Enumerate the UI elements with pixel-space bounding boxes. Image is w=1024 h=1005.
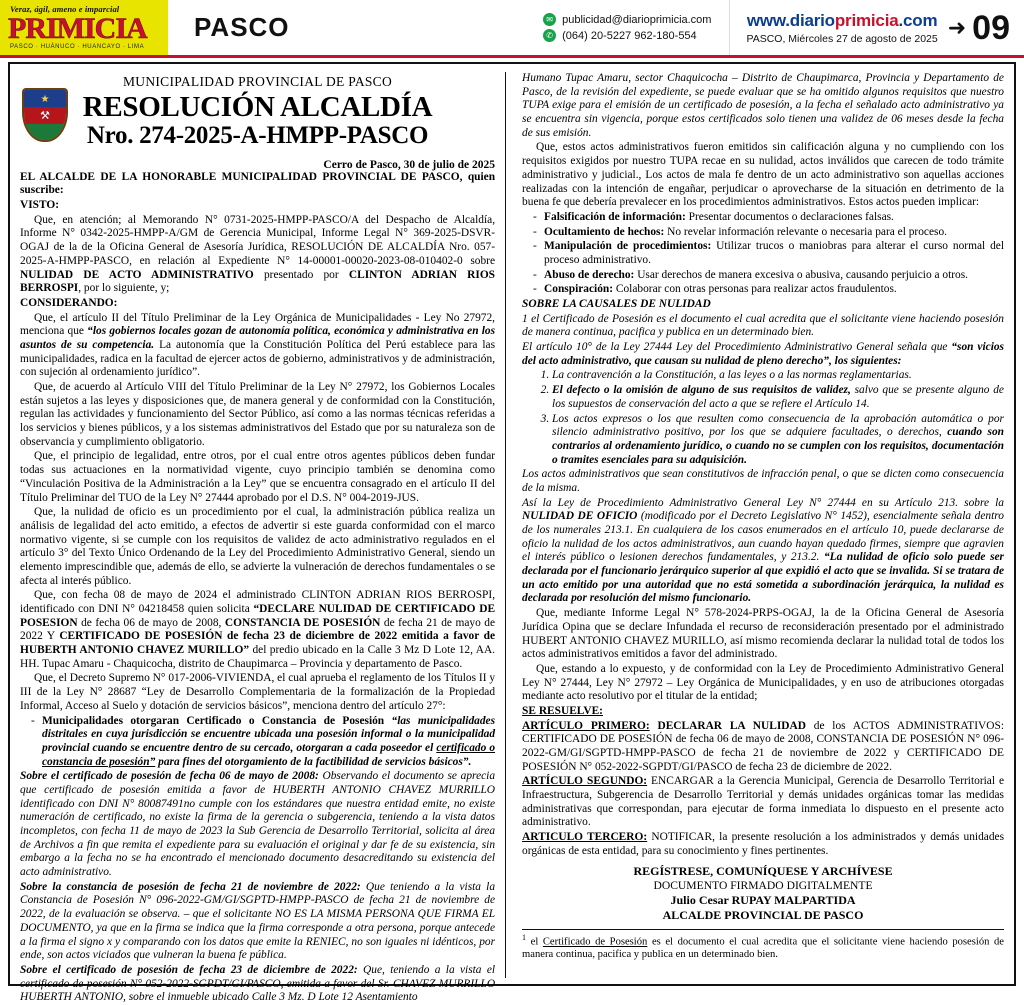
article-27-bullet-list (20, 715, 495, 770)
list-item (544, 211, 1004, 225)
document-number: Nro. 274-2025-A-HMPP-PASCO (86, 122, 429, 150)
right-p6: Que, estando a lo expuesto, y de conformidad con la Ley de Procedimiento Administrativo General Ley N° 27444, Ley N° 27972 – Ley Orgánica de Municipalidades, y en uso de atribuciones otorgadas mediante acto resolutivo por el titular de la entidad; (522, 662, 1004, 703)
signatory-name: Julio Cesar RUPAY MALPARTIDA (670, 892, 856, 907)
newspaper-logo (0, 0, 170, 55)
causales-p2-a: El artículo 10° de la Ley 27444 Ley del Procedimiento Administrativo General señala que (522, 341, 952, 354)
page-number: 09 (972, 8, 1010, 47)
p4-a: Así la Ley de Procedimiento Administrativo General Ley N° 27444 en su Artículo 213. sobre la (522, 496, 1004, 509)
bullet-text: Colaborar con otras personas para realizar actos fraudulentos. (613, 283, 897, 296)
phone-line (543, 29, 711, 42)
sub3-text: Que, teniendo a la vista el certificado de posesión N° 052-2022-SGPDT/GI/PASCO, emitida a favor del Sr. CHAVEZ MURRILLO HUBERTH ANTONIO, sobre el inmueble ubicado Calle 3 Mz. D Lote 12 Asentamiento (20, 963, 496, 1004)
list-item (552, 384, 1004, 411)
art1-a: DECLARAR LA NULIDAD (649, 719, 806, 732)
phone-text: (064) 20-5227 962-180-554 (562, 29, 697, 42)
visto-label: VISTO: (20, 199, 60, 212)
website-url-part1: www.diario (746, 10, 835, 30)
bullet-text: Usar derechos de manera excesiva o abusiva, causando perjuicio a otros. (634, 268, 969, 281)
list-item (544, 269, 1004, 283)
bullet-d: para fines del otorgamiento de la factibilidad de servicios básicos”. (155, 755, 472, 768)
footnote-c: es el documento el cual acredita que el solicitante viene haciendo posesión de manera continua, pacifica y publica en un determinado bien. (522, 936, 1005, 961)
right-p2: Que, estos actos administrativos fueron emitidos sin calificación alguna y no cumpliendo con los requisitos exigidos por nuestro TUPA recae en su nulidad, actos inválidos que carecen de todo trámite administrativo y judicial., Los actos de mala fe dentro de un acto administrativo son aquellas acciones realizadas con la intención de engañar, perjudicar o aprovecharse de la situación en detrimento de la buena fe que debería prevalecer en los procedimientos administrativos. Estos actos pueden implicar: (522, 141, 1004, 209)
p5-f: CERTIFICADO DE POSESIÓN de fecha 23 de diciembre de 2022 emitida a favor de HUBERTH ANTONIO CHAVEZ MURILLO” (20, 630, 496, 657)
p1-c: La autonomía que la Constitución Política del Perú establece para las municipalidades, radica en la facultad de ejercer actos de gobierno, administrativos y de administración, con sujeción al ordenamiento jurídico”. (20, 338, 496, 379)
visto-paragraph (20, 214, 495, 296)
p5-a: Que, con fecha 08 de mayo de 2024 el administrado CLINTON ADRIAN RIOS BERROSPI, identificado con DNI N° 04218458 quien solicita (20, 589, 496, 615)
signature-register-line: REGÍSTRESE, COMUNÍQUESE Y ARCHÍVESE (633, 863, 893, 878)
visto-text-b: NULIDAD DE ACTO ADMINISTRATIVO (20, 268, 254, 281)
list-item (544, 283, 1004, 297)
visto-text-c: presentado por (253, 268, 349, 281)
art3-label: ARTICULO TERCERO: (522, 831, 648, 844)
right-p3: Los actos administrativos que sean constitutivos de infracción penal, o que se dicten como consecuencia de la misma. (522, 468, 1004, 494)
resuelve-label: SE RESUELVE: (522, 704, 603, 717)
bullet-term: Abuso de derecho: (544, 268, 635, 281)
bullet-text: Presentar documentos o declaraciones falsas. (685, 210, 894, 223)
right-p4 (522, 497, 1004, 607)
arrow-right-icon: ➜ (947, 14, 967, 40)
p1-a: Que, el artículo II del Título Preliminar de la Ley Orgánica de Municipalidades - Ley No 27972, menciona que (20, 311, 496, 338)
sub1-text: Observando el documento se aprecia que certificado de posesión emitida a favor de HUBERTH ANTONIO CHAVEZ MURRILLO identificado con DNI N° 80087491no cumple con los estándares que nuestra entidad emite, no existe numeración de certificado, no existe la firma de la gerencia o subgerencia, teniendo a la vista datos incompletos, con fecha 11 de mayo de 2023 la Sub Gerencia de Desarrollo Territorial, solicita al área de Archivos a fin que remita el expediente para su evaluación el original y dar fe de su existencia, sin embargo a la fecha no se ha encontrado el mencionado documento desacreditando su existencia del acto administrativo. (20, 770, 496, 879)
visto-text-d: CLINTON ADRIAN RIOS BERROSPI (20, 268, 496, 295)
footnote (522, 929, 1004, 962)
logo-tagline: Veraz, ágil, ameno e imparcial (10, 3, 120, 14)
cause-text: Los actos expresos o los que resulten como consecuencia de la aprobación automática o por silencio administrativo positivo, por los que se adquiere facultades, o derechos, (552, 412, 1004, 439)
issue-date: PASCO, Miércoles 27 de agosto de 2025 (746, 32, 938, 45)
footnote-marker: 1 (522, 932, 527, 942)
sub2-title: Sobre la constancia de posesión de fecha 21 de noviembre de 2022: (20, 880, 361, 893)
cause-bold: cuando son contrarios al ordenamiento jurídico, o cuando no se cumplen con los requisitos, documentación o tramites esenciales para su adquisición. (552, 426, 1004, 466)
bullet-term: Manipulación de procedimientos: (544, 240, 712, 253)
intro-paragraph: EL ALCALDE DE LA HONORABLE MUNICIPALIDAD PROVINCIAL DE PASCO, quien suscribe: (20, 170, 496, 197)
cause-bold: El defecto o la omisión de alguno de sus requisitos de validez, (552, 384, 851, 397)
website-url-part2: primicia (834, 10, 899, 30)
contact-block (543, 0, 729, 55)
cause-text: salvo que se presente alguno de los supuestos de conservación del acto a que se refiere el Artículo 14. (552, 384, 1004, 410)
page-number-block (948, 0, 1024, 55)
p4-b: NULIDAD DE OFICIO (522, 510, 638, 523)
articulo-tercero (522, 831, 1004, 858)
signatory-title: ALCALDE PROVINCIAL DE PASCO (662, 907, 864, 922)
art2-label: ARTÍCULO SEGUNDO: (522, 775, 648, 788)
list-item (42, 715, 495, 770)
column-left (20, 72, 506, 1004)
list-item (544, 226, 1004, 240)
considerando-p3: Que, el principio de legalidad, entre otros, por el cual entre otros agentes públicos deben fundar todas sus actuaciones en la normatividad vigente, cuyo principio también se denomina como “Vinculación Positiva de la Administración a la Ley” que se encuentra consagrado en el artículo II del Título Preliminar del TUO de la Ley N° 27444 aprobado por el D.S. N° 004-2019-JUS. (20, 450, 496, 504)
causales-p2-b: “son vicios del acto administrativo, que causan su nulidad de pleno derecho”, los siguientes: (522, 341, 1004, 367)
bullet-text: No revelar información relevante o necesaria para el proceso. (664, 225, 948, 238)
sub-section-2 (20, 881, 495, 963)
sub-section-3 (20, 964, 495, 1005)
website-url[interactable] (747, 11, 938, 31)
entity-name: MUNICIPALIDAD PROVINCIAL DE PASCO (122, 74, 393, 89)
sub3-title: Sobre el certificado de posesión de fecha 23 de diciembre de 2022: (20, 963, 358, 976)
causales-p2 (522, 341, 1004, 368)
p5-e: de fecha 21 de mayo de 2022 Y (20, 616, 496, 643)
articulo-segundo (522, 775, 1004, 830)
list-item (544, 240, 1004, 267)
right-p5: Que, mediante Informe Legal N° 578-2024-PRPS-OGAJ, la de la Oficina General de Asesoría Jurídica Opina que se declare Infundada el recurso de reconsideración presentado por el administrado HUBERT ANTONIO CHAVEZ MURILLO, así mismo recomienda declarar la nulidad total de todos los actos administrativos emitidos a favor del administrado. (522, 607, 1004, 661)
art1-label: ARTÍCULO PRIMERO: (522, 719, 650, 732)
art1-b: de los ACTOS ADMINISTRATIVOS: CERTIFICADO DE POSESIÓN de fecha 06 de mayo de 2008, CONSTANCIA DE POSESIÓN N° 096-2022-GM/GI/SGPTD-HMPP-PASCO de fecha 21 de noviembre de 2022 y CERTIFICADO DE POSESIÓN N° 052-2022-SGPDT/GI/PASCO de fecha 23 de diciembre de 2022. (522, 719, 1005, 773)
p1-b: “los gobiernos locales gozan de autonomía política, económica y administrativa en los asuntos de su competencia. (20, 325, 496, 351)
email-line (543, 13, 711, 26)
place-date: Cerro de Pasco, 30 de julio de 2025 (323, 158, 496, 171)
causales-title: SOBRE LA CAUSALES DE NULIDAD (522, 298, 711, 310)
bullet-b: “las municipalidades distritales en cuya jurisdicción se encuentre ubicada una posesión informal o la municipalidad provincial cuando se encuentre dentro de su cercado, otorgaran a cada poseedor el (42, 714, 496, 754)
email-text: publicidad@diarioprimicia.com (562, 13, 712, 26)
article-frame (8, 62, 1016, 1004)
art2-text: ENCARGAR a la Gerencia Municipal, Gerencia de Desarrollo Territorial e Infraestructura, Subgerencia de Desarrollo Territorial y demás unidades orgánicas tomar las medidas administrativas que correspondan, para ejecutar de forma inmediata lo dispuesto en el presente acto administrativo. (522, 775, 1004, 829)
nullity-causes-list (522, 369, 1004, 467)
p5-g: del predio ubicado en la Calle 3 Mz D Lote 12, AA. HH. Tupac Amaru - Chaquicocha, distrito de Chaupimarca – Provincia y departamento de Pasco. (20, 644, 496, 670)
considerando-p1 (20, 312, 495, 380)
considerando-p2: Que, de acuerdo al Artículo VIII del Título Preliminar de la Ley N° 27972, los Gobiernos Locales están sujetos a las leyes y disposiciones que, de manera general y de conformidad con la Constitución, regulan las actividades y funcionamiento del Sector Público, así como a las normas técnicas referidas a los servicios y bienes públicos, y a los sistemas administrativos del Estado que por su naturaleza son de observancia y cumplimiento obligatorio. (20, 381, 496, 448)
document-title: RESOLUCIÓN ALCALDÍA (82, 91, 433, 123)
logo-wordmark: PRIMICIA (8, 12, 147, 46)
art3-text: NOTIFICAR, la presente resolución a los administrados y demás unidades orgánicas de esta entidad, para su conocimiento y fines pertinentes. (522, 831, 1004, 857)
p4-c: (modificado por el Decreto Legislativo N° 1452), esencialmente señala dentro de los numerales 213.1. En cualquiera de los casos enumerados en el artículo 10, puede declararse de oficio la nulidad de los actos administrativos, aun cuando hayan quedado firmes, siempre que agravien el interés público o lesionen derechos fundamentales, y 213.2. (522, 510, 1004, 564)
p5-c: de fecha 06 de mayo de 2008, (77, 616, 225, 629)
considerando-label: CONSIDERANDO: (20, 296, 118, 309)
considerando-p6: Que, el Decreto Supremo N° 017-2006-VIVIENDA, el cual aprueba el reglamento de los Títulos II y III de la Ley N° 28687 “Ley de Desarrollo Complementaria de la formalización de la Propiedad Informal, Acceso al Suelo y dotación de servicios básicos”, menciona dentro del artículo 27°: (20, 672, 496, 712)
bullet-c: certificado o constancia de posesión” (42, 741, 496, 768)
p5-b: “DECLARE NULIDAD DE CERTIFICADO DE POSESION (20, 603, 496, 629)
causales-p1: 1 el Certificado de Posesión es el documento el cual acredita que el solicitante viene haciendo posesión de manera continua, pacifica y publica en un determinado bien. (522, 312, 1004, 339)
sub-section-1 (20, 770, 495, 880)
sub2-text: Que teniendo a la vista la Constancia de Posesión N° 096-2022-GM/GI/SGPTD-HMPP-PASCO de fecha 21 de noviembre de 2022, de la evaluación se observa. – que el solicitante NO ES LA MISMA PERSONA QUE FIRMA EL DOCUMENTO, ya que en la firma se indica que la firma corresponde a otra persona, porque antecede a la firma el signo x y comparando con los datos que emite la RENIEC, no son iguales ni idénticos, por ende, son actos viciados que vulneran la buena fe pública. (20, 880, 496, 962)
section-title: PASCO (194, 12, 290, 42)
p5-d: CONSTANCIA DE POSESIÓN (224, 616, 381, 629)
articulo-primero (522, 720, 1004, 775)
considerando-p4: Que, la nulidad de oficio es un procedimiento por el cual, la administración pública realiza un análisis de legalidad del acto emitido, a efectos de advertir si este guarda conformidad con el marco normativo vigente, si se cumple con los requisitos de validez de acto administrativo regulados en el artículo 3° del Texto Único Ordenando de la Ley del Procedimiento Administrativo General, siendo un elemento imprescindible que, además de ello, se advierte la vulneración de derechos fundamentales o se afecta al interés público. (20, 506, 496, 587)
sub1-title: Sobre el certificado de posesión de fecha 06 de mayo de 2008: (20, 770, 319, 783)
list-item (552, 413, 1004, 468)
list-item (552, 369, 1004, 383)
mail-icon: ✉ (543, 13, 556, 26)
bullet-term: Falsificación de información: (544, 210, 686, 223)
phone-icon: ✆ (543, 29, 556, 42)
masthead (0, 0, 1024, 58)
column-right (518, 72, 1004, 978)
website-url-part3: .com (898, 10, 938, 30)
visto-text-e: , por lo siguiente, y; (78, 282, 170, 295)
logo-subtitle: PASCO · HUÁNUCO · HUANCAYO · LIMA (10, 44, 145, 51)
footnote-b: Certificado de Posesión (542, 936, 648, 948)
bullet-a: Municipalidades otorgaran Certificado o Constancia de Posesión (42, 714, 392, 727)
footnote-a: el (526, 936, 543, 948)
considerando-p5 (20, 589, 495, 671)
p4-d: “La nulidad de oficio solo puede ser declarada por el funcionario jerárquico superior al que expidió el acto que se invalida. Si se tratara de un acto emitido por una autoridad que no está sometida a subordinación jerárquica, la nulidad es declarada por resolución del mismo funcionario. (522, 551, 1004, 605)
bullet-term: Ocultamiento de hechos: (544, 225, 665, 238)
bullet-text: Utilizar trucos o maniobras para alterar el curso normal del proceso administrativo. (544, 240, 1004, 266)
bad-faith-bullet-list (522, 211, 1004, 297)
coat-of-arms-icon: ★ ⚒ (22, 88, 68, 142)
visto-text-a: Que, en atención; al Memorando N° 0731-2025-HMPP-PASCO/A del Despacho de Alcaldía, Informe N° 0342-2025-HMPP-A/GM de Gerencia Municipal, Informe Legal N° 369-2025-DSVR-OGAJ de la de la Oficina General de Asesoría Jurídica, RESOLUCIÓN DE ALCALDÍA Nro. 057-2025-A-HMPP-PASCO, en relación al Expediente N° 14-00001-00020-2023-08-010402-0 sobre (20, 213, 496, 267)
bullet-term: Conspiración: (544, 283, 614, 296)
right-p1: Humano Tupac Amaru, sector Chaquicocha – Distrito de Chaupimarca, Provincia y Departamento de Pasco, de la revisión del expediente, se puede evaluar que se ha omitido algunos requisitos que nuestro TUPA exige para el emisión de un certificado de posesión, a la fecha el señalado acto administrativo ya se encuentra sin vigencia, porque estos certificados solo tienen una validez de 06 meses desde la fecha de sus emisión. (522, 72, 1004, 139)
signature-digital-line: DOCUMENTO FIRMADO DIGITALMENTE (653, 878, 873, 892)
cause-text: La contravención a la Constitución, a las leyes o a las normas reglamentarias. (552, 369, 912, 382)
website-block (729, 0, 947, 55)
